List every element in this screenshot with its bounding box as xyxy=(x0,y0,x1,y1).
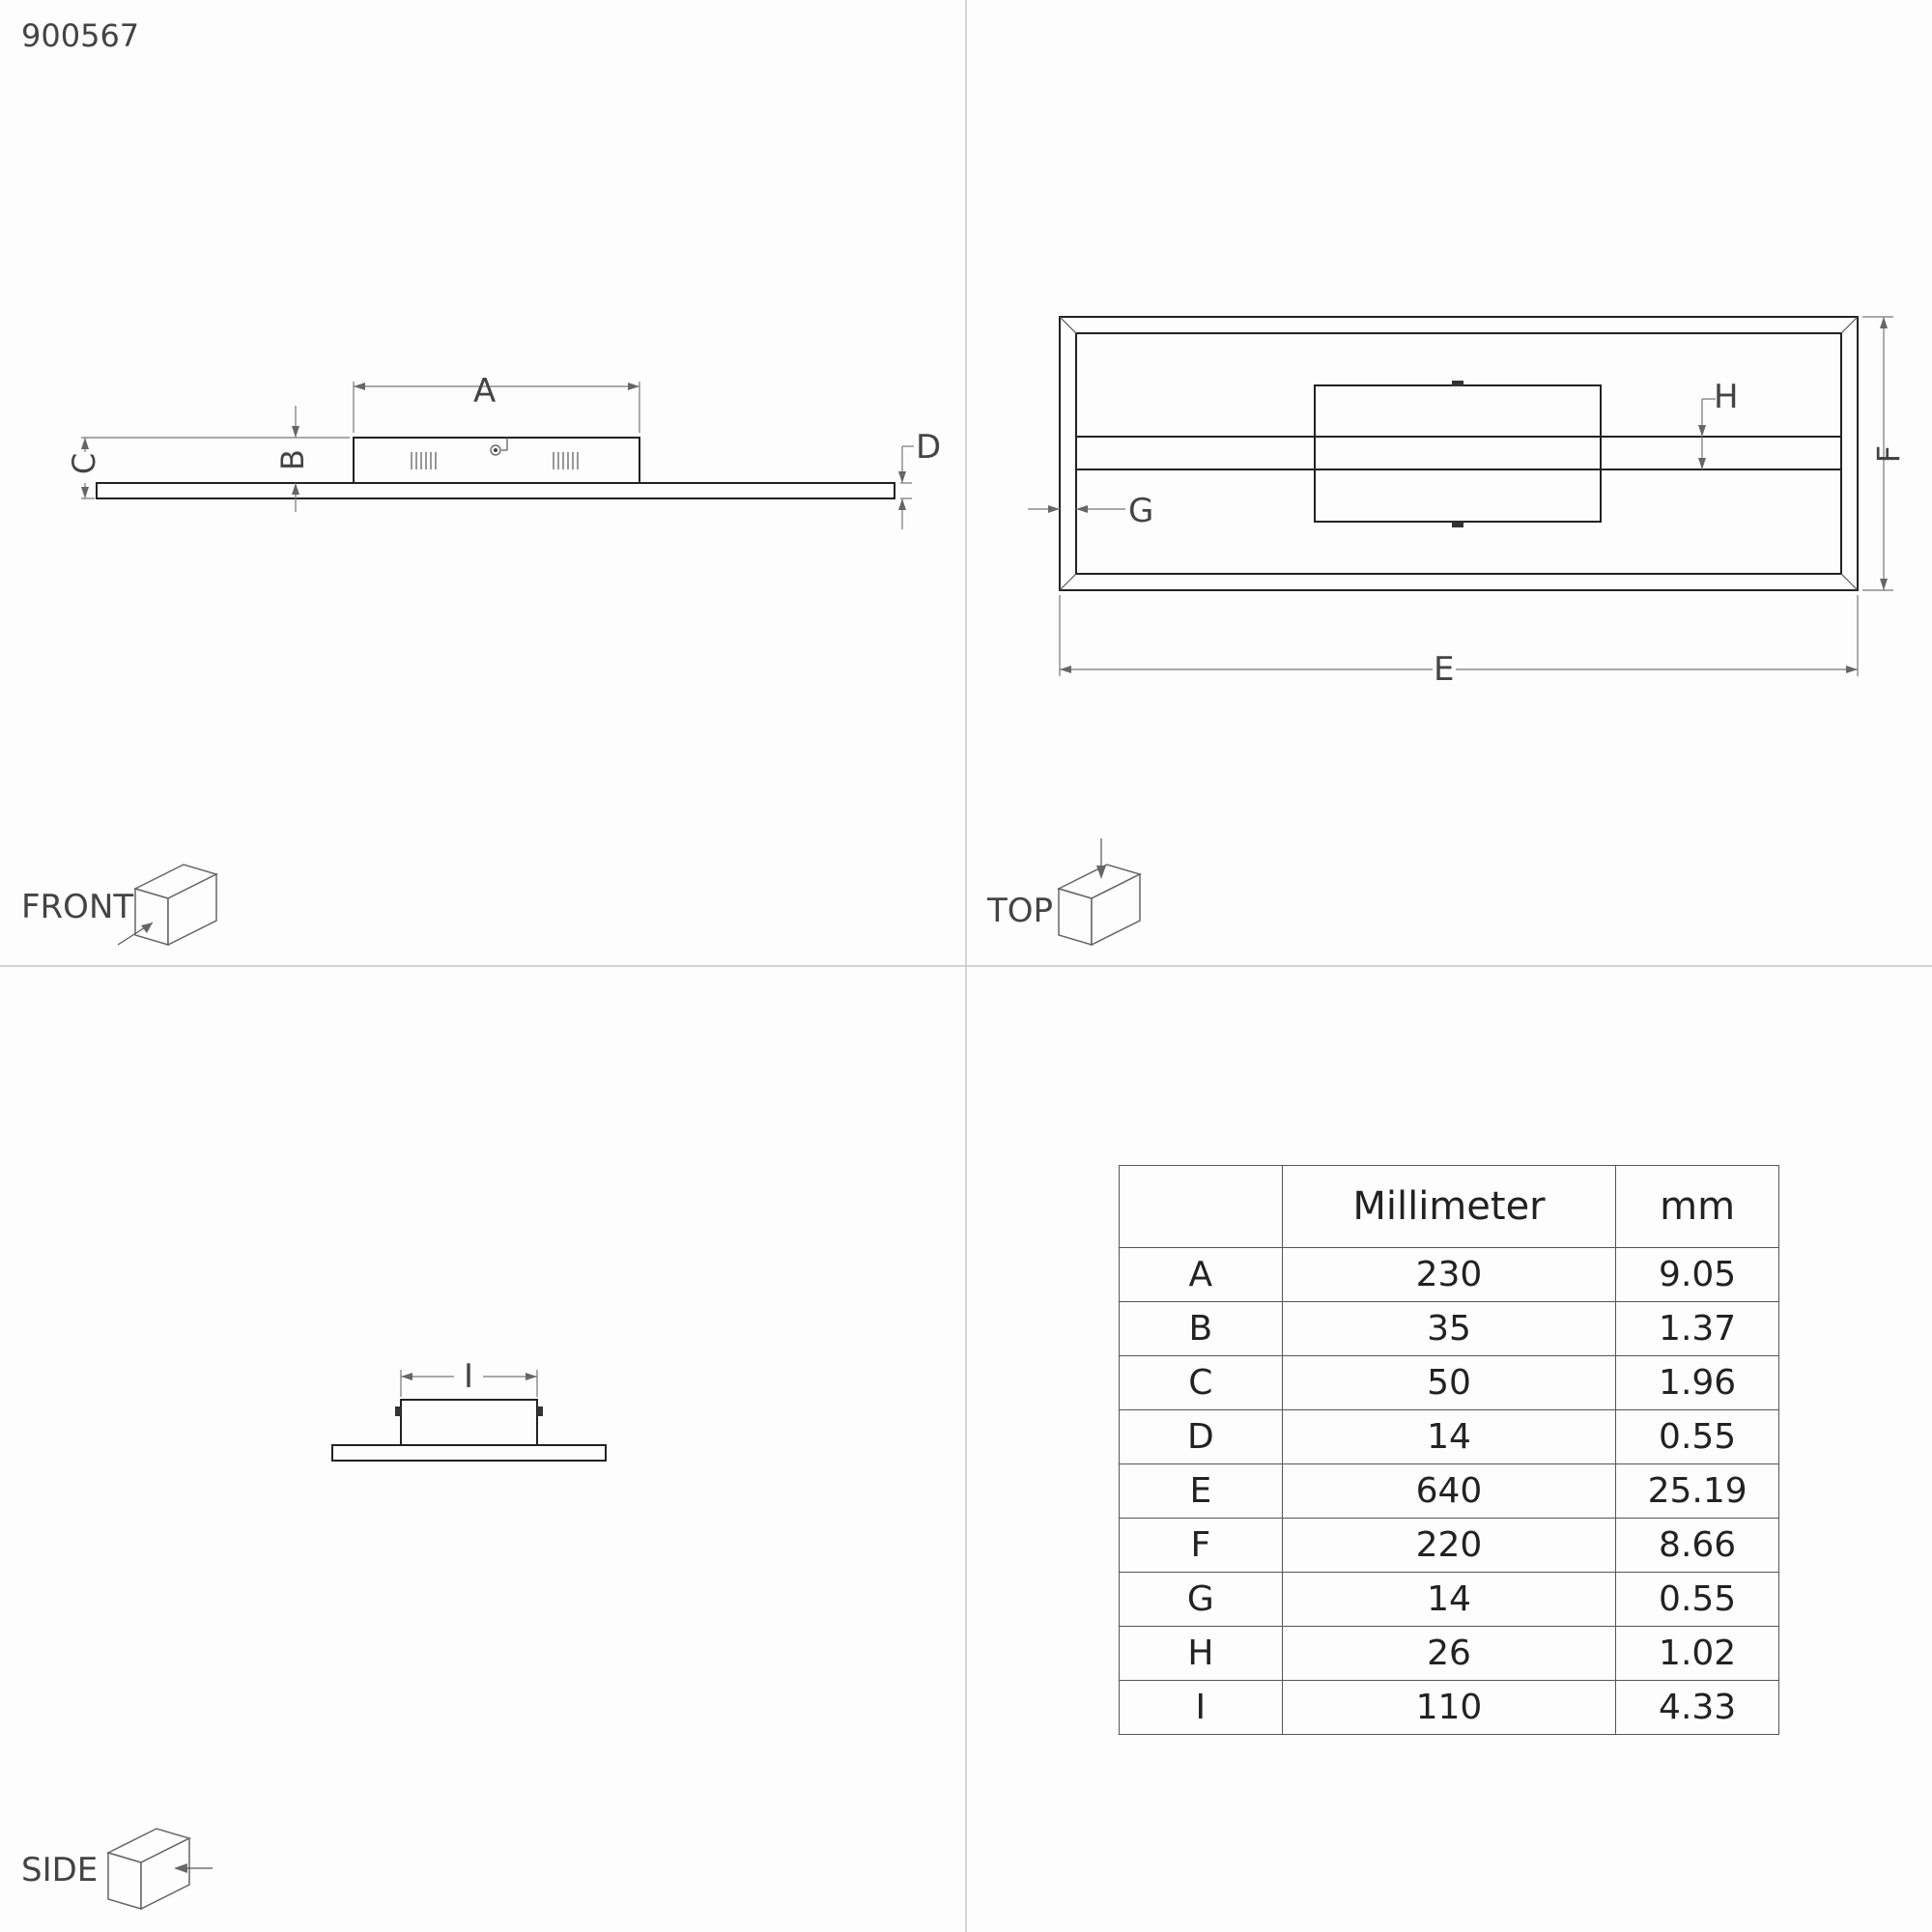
dim-label-c: C xyxy=(66,452,102,475)
row-millimeter: 35 xyxy=(1282,1302,1616,1356)
row-inch: 1.37 xyxy=(1616,1302,1779,1356)
table-row xyxy=(1120,1356,1779,1410)
front-view xyxy=(21,372,941,945)
dimension-d xyxy=(900,446,914,529)
top-center-bar xyxy=(1076,437,1841,469)
side-view-cube-icon xyxy=(108,1829,213,1909)
dim-label-d: D xyxy=(916,428,942,467)
table-row xyxy=(1120,1573,1779,1627)
row-label: A xyxy=(1120,1248,1283,1302)
top-outer-frame xyxy=(1060,317,1858,590)
header-label-cell xyxy=(1120,1166,1283,1248)
dim-label-f: F xyxy=(1870,444,1907,464)
row-millimeter: 110 xyxy=(1282,1681,1616,1735)
dim-label-a: A xyxy=(473,372,497,411)
dim-label-i: I xyxy=(464,1357,474,1396)
table-row xyxy=(1120,1410,1779,1464)
row-inch: 8.66 xyxy=(1616,1519,1779,1573)
row-millimeter: 220 xyxy=(1282,1519,1616,1573)
front-view-label: FRONT xyxy=(21,888,134,926)
row-inch: 0.55 xyxy=(1616,1410,1779,1464)
row-millimeter: 230 xyxy=(1282,1248,1616,1302)
row-label: H xyxy=(1120,1627,1283,1681)
row-inch: 1.96 xyxy=(1616,1356,1779,1410)
row-label: E xyxy=(1120,1464,1283,1519)
dimension-a xyxy=(354,382,639,433)
front-vents-right xyxy=(554,452,578,469)
table-header-row xyxy=(1120,1166,1779,1248)
table-row xyxy=(1120,1519,1779,1573)
dimensions-table xyxy=(1119,1165,1779,1735)
row-inch: 9.05 xyxy=(1616,1248,1779,1302)
top-inner-frame xyxy=(1076,333,1841,574)
row-label: G xyxy=(1120,1573,1283,1627)
header-mm-cell: mm xyxy=(1616,1166,1779,1248)
front-vents-left xyxy=(412,452,436,469)
row-millimeter: 640 xyxy=(1282,1464,1616,1519)
side-view xyxy=(21,1357,606,1909)
front-driver-box xyxy=(354,438,639,483)
top-view xyxy=(986,317,1907,945)
dimension-e xyxy=(1060,595,1858,676)
product-code: 900567 xyxy=(21,17,140,54)
row-label: I xyxy=(1120,1681,1283,1735)
row-millimeter: 50 xyxy=(1282,1356,1616,1410)
row-label: D xyxy=(1120,1410,1283,1464)
dim-label-g: G xyxy=(1128,492,1154,530)
dim-label-h: H xyxy=(1714,378,1739,416)
table-row xyxy=(1120,1302,1779,1356)
row-millimeter: 26 xyxy=(1282,1627,1616,1681)
top-view-cube-icon xyxy=(1059,838,1140,945)
row-inch: 0.55 xyxy=(1616,1573,1779,1627)
side-view-label: SIDE xyxy=(21,1851,99,1889)
top-view-label: TOP xyxy=(987,892,1054,930)
row-millimeter: 14 xyxy=(1282,1573,1616,1627)
row-label: C xyxy=(1120,1356,1283,1410)
side-driver-box xyxy=(401,1400,537,1445)
row-inch: 25.19 xyxy=(1616,1464,1779,1519)
table-row xyxy=(1120,1464,1779,1519)
dim-label-e: E xyxy=(1434,650,1455,689)
front-panel xyxy=(97,483,895,498)
row-millimeter: 14 xyxy=(1282,1410,1616,1464)
table-row xyxy=(1120,1627,1779,1681)
header-millimeter-cell: Millimeter xyxy=(1282,1166,1616,1248)
row-inch: 4.33 xyxy=(1616,1681,1779,1735)
top-frame-corners xyxy=(1060,317,1858,590)
front-screw-icon xyxy=(491,438,507,455)
row-label: B xyxy=(1120,1302,1283,1356)
side-panel xyxy=(332,1445,606,1461)
table-row xyxy=(1120,1248,1779,1302)
dim-label-b: B xyxy=(274,449,311,470)
row-label: F xyxy=(1120,1519,1283,1573)
row-inch: 1.02 xyxy=(1616,1627,1779,1681)
top-driver-box xyxy=(1315,385,1601,522)
table-row xyxy=(1120,1681,1779,1735)
